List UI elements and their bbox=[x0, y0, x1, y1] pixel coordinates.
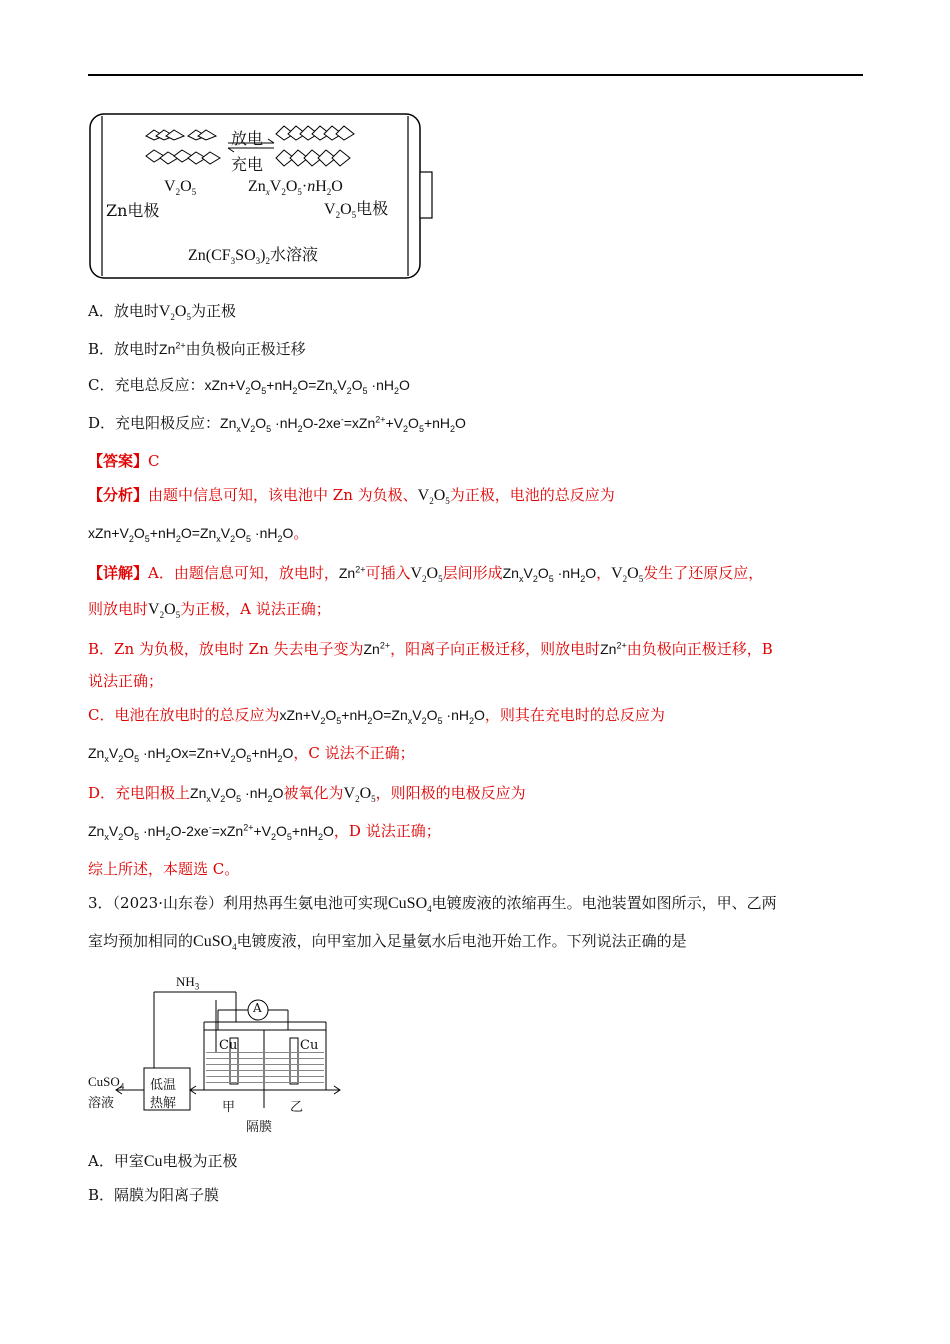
v2o5-label: $V_2O_5$ bbox=[164, 178, 197, 198]
detail-d-2: $Zn_xV_2O_5 \cdot nH_2O-2xe^-=xZn^{2+}+V_2O_5+nH_2O$，D 说法正确； bbox=[88, 822, 441, 842]
electrolyte-label: $Zn(CF_3SO_3)_2$水溶液 bbox=[188, 247, 318, 267]
jia-label: 甲 bbox=[222, 1100, 236, 1115]
nh3-label: $NH_3$ bbox=[176, 974, 200, 992]
q3-option-b: B．隔膜为阳离子膜 bbox=[88, 1186, 220, 1204]
v2o5-electrode-label: $V_2O_5$电极 bbox=[324, 201, 389, 221]
cuso4-label: CuSO$_4$ bbox=[88, 1074, 125, 1092]
detail-c: C．电池在放电时的总反应为$xZn+V_2O_5+nH_2O=Zn_xV_2O_5 \cdot nH_2O$，则其在充电时的总反应为 bbox=[88, 706, 665, 726]
header-rule bbox=[88, 74, 863, 76]
zn-electrode-label: Zn电极 bbox=[106, 201, 160, 220]
q3-stem-1: 3．（2023·山东卷）利用热再生氨电池可实现CuSO$_4$电镀废液的浓缩再生。电池装置如图所示，甲、乙两 bbox=[88, 894, 777, 915]
pyrolysis-label: 热解 bbox=[150, 1096, 177, 1111]
discharge-label: 放电 bbox=[231, 129, 264, 148]
low-temp-label: 低温 bbox=[150, 1078, 177, 1093]
option-c: C．充电总反应：$xZn+V_2O_5+nH_2O=Zn_xV_2O_5 \cdot nH_2O$ bbox=[88, 376, 410, 396]
option-a: A．放电时$V_2O_5$为正极 bbox=[88, 302, 236, 323]
yi-label: 乙 bbox=[290, 1100, 304, 1115]
cu-left-label: Cu bbox=[219, 1038, 238, 1053]
detail-b-2: 说法正确； bbox=[88, 672, 164, 690]
cu-right-label: Cu bbox=[300, 1038, 319, 1053]
ammonia-battery-diagram bbox=[88, 970, 348, 1140]
detail-a-2: 则放电时$V_2O_5$为正极，A 说法正确； bbox=[88, 600, 331, 621]
detail-d: D．充电阳极上$Zn_xV_2O_5 \cdot nH_2O$被氧化为$V_2O_5$，则阳极的电极反应为 bbox=[88, 784, 526, 805]
detail-a: 【详解】A．由题信息可知，放电时，$Zn^{2+}$可插入$V_2O_5$层间形成$Zn_xV_2O_5 \cdot nH_2O$，$V_2O_5$发生了还原反应， bbox=[88, 564, 764, 585]
option-d: D．充电阳极反应：$Zn_xV_2O_5 \cdot nH_2O-2xe^-=xZn^{2+}+V_2O_5+nH_2O$ bbox=[88, 414, 466, 434]
option-b: B．放电时$Zn^{2+}$由负极向正极迁移 bbox=[88, 340, 306, 358]
analysis-equation: $xZn+V_2O_5+nH_2O=Zn_xV_2O_5 \cdot nH_2O$。 bbox=[88, 524, 309, 544]
q3-stem-2: 室均预加相同的CuSO$_4$电镀废液，向甲室加入足量氨水后电池开始工作。下列说法正确的是 bbox=[88, 932, 687, 953]
battery-figure bbox=[88, 110, 438, 280]
charge-label: 充电 bbox=[231, 155, 264, 174]
q3-option-a: A．甲室Cu电极为正极 bbox=[88, 1152, 238, 1170]
answer: 【答案】C bbox=[88, 452, 160, 470]
ammonia-battery-figure bbox=[88, 970, 348, 1140]
solution-label: 溶液 bbox=[88, 1096, 115, 1111]
ammeter-label: A bbox=[253, 1001, 262, 1015]
detail-b: B．Zn 为负极，放电时 Zn 失去电子变为$Zn^{2+}$，阳离子向正极迁移，则放电时$Zn^{2+}$由负极向正极迁移，B bbox=[88, 640, 773, 658]
detail-c-2: $Zn_xV_2O_5 \cdot nH_2Ox=Zn+V_2O_5+nH_2O$，C 说法不正确； bbox=[88, 744, 415, 764]
membrane-label: 隔膜 bbox=[246, 1120, 273, 1135]
summary: 综上所述，本题选 C。 bbox=[88, 860, 240, 878]
product-label: $Zn_xV_2O_5\cdot nH_2O$ bbox=[248, 178, 343, 198]
analysis: 【分析】由题中信息可知，该电池中 Zn 为负极、$V_2O_5$为正极，电池的总反应为 bbox=[88, 486, 615, 507]
